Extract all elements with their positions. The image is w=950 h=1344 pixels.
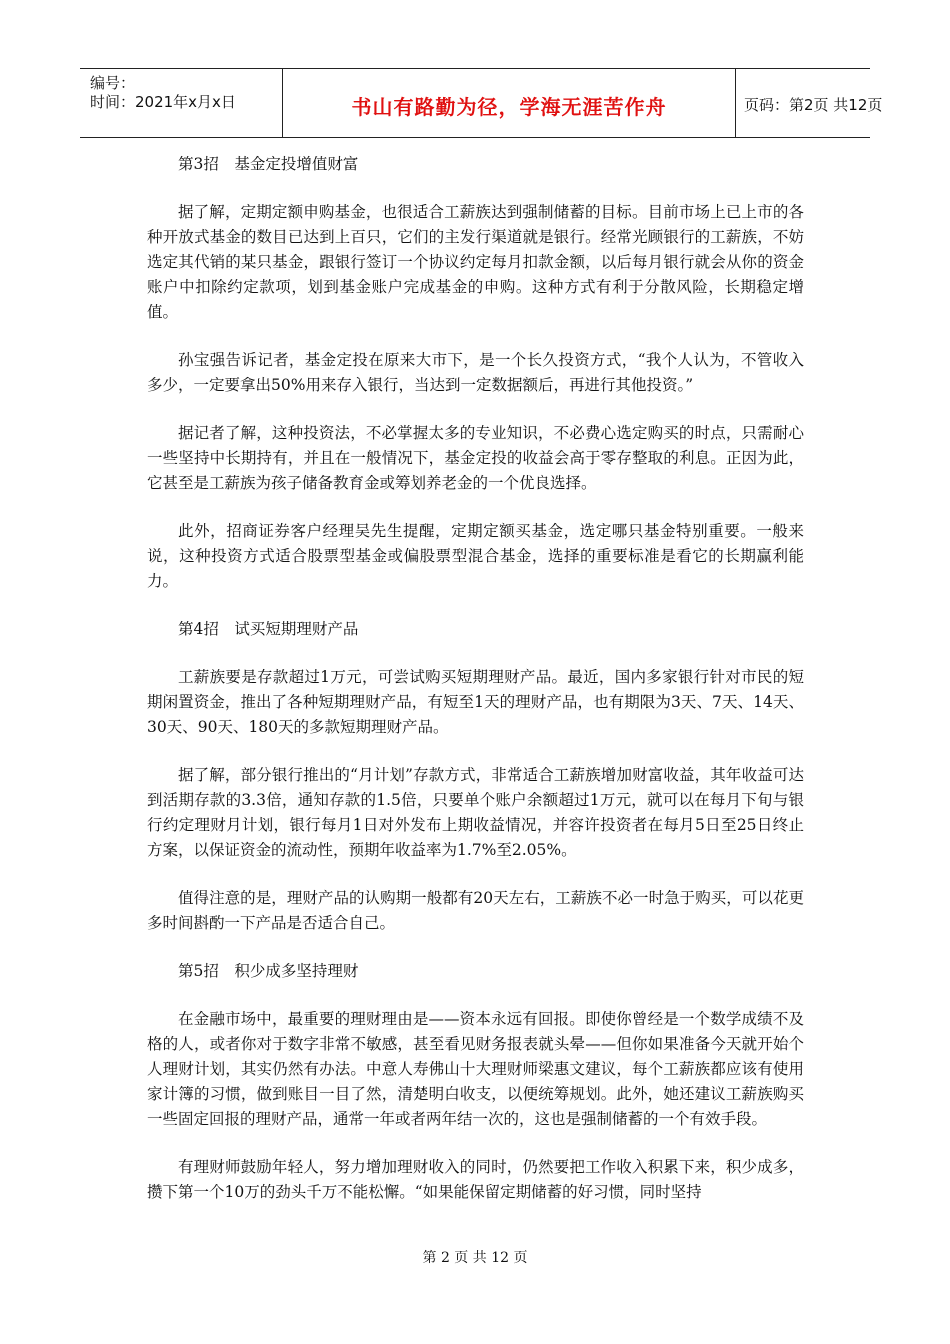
header-meta-cell xyxy=(80,69,282,137)
paragraph: 孙宝强告诉记者，基金定投在原来大市下，是一个长久投资方式，“我个人认为，不管收入多少，一定要拿出50%用来存入银行，当达到一定数据额后，再进行其他投资。” xyxy=(147,351,804,394)
page-footer: 第 2 页 共 12 页 xyxy=(422,1250,528,1266)
paragraph: 在金融市场中，最重要的理财理由是——资本永远有回报。即使你曾经是一个数学成绩不及格的人，或者你对于数字非常不敏感，甚至看见财务报表就头晕——但你如果准备今天就开始个人理财计划，其实仍然有办法。中意人寿佛山十大理财师梁惠文建议，每个工薪族都应该有使用家计簿的习惯，做到账目一目了然，清楚明白收支，以便统筹规划。此外，她还建议工薪族购买一些固定回报的理财产品，通常一年或者两年结一次的，这也是强制储蓄的一个有效手段。 xyxy=(147,1010,804,1128)
header-page-info: 页码：第2页 共12页 xyxy=(744,96,883,114)
section-heading-5: 第5招 积少成多坚持理财 xyxy=(178,962,359,980)
paragraph: 据了解，定期定额申购基金，也很适合工薪族达到强制储蓄的目标。目前市场上已上市的各种开放式基金的数目已达到上百只，它们的主发行渠道就是银行。经常光顾银行的工薪族，不妨选定其代销的某只基金，跟银行签订一个协议约定每月扣款金额，以后每月银行就会从你的资金账户中扣除约定款项，划到基金账户完成基金的申购。这种方式有利于分散风险，长期稳定增值。 xyxy=(147,203,804,321)
paragraph: 据记者了解，这种投资法，不必掌握太多的专业知识，不必费心选定购买的时点，只需耐心一些坚持中长期持有，并且在一般情况下，基金定投的收益会高于零存整取的利息。正因为此，它甚至是工薪族为孩子储备教育金或筹划养老金的一个优良选择。 xyxy=(147,424,804,492)
header-page-cell xyxy=(736,69,883,137)
paragraph: 据了解，部分银行推出的“月计划”存款方式，非常适合工薪族增加财富收益，其年收益可达到活期存款的3.3倍，通知存款的1.5倍，只要单个账户余额超过1万元，就可以在每月下旬与银行约定理财月计划，银行每月1日对外发布上期收益情况，并容许投资者在每月5日至25日终止方案，以保证资金的流动性，预期年收益率为1.7%至2.05%。 xyxy=(147,766,804,859)
paragraph: 有理财师鼓励年轻人，努力增加理财收入的同时，仍然要把工作收入积累下来，积少成多，攒下第一个10万的劲头千万不能松懈。“如果能保留定期储蓄的好习惯，同时坚持 xyxy=(147,1158,804,1201)
section-heading-4: 第4招 试买短期理财产品 xyxy=(178,620,359,638)
header-motto-cell xyxy=(282,69,736,137)
document-date-label: 时间：2021年x月x日 xyxy=(90,93,236,111)
paragraph: 此外，招商证券客户经理吴先生提醒，定期定额买基金，选定哪只基金特别重要。一般来说，这种投资方式适合股票型基金或偏股票型混合基金，选择的重要标准是看它的长期赢利能力。 xyxy=(147,522,804,590)
section-heading-3: 第3招 基金定投增值财富 xyxy=(178,155,359,173)
header-motto: 书山有路勤为径，学海无涯苦作舟 xyxy=(351,95,667,119)
header-table xyxy=(80,68,883,138)
paragraph: 工薪族要是存款超过1万元，可尝试购买短期理财产品。最近，国内多家银行针对市民的短期闲置资金，推出了各种短期理财产品，有短至1天的理财产品，也有期限为3天、7天、14天、30天、90天、180天的多款短期理财产品。 xyxy=(147,668,804,736)
document-number-label: 编号： xyxy=(90,74,136,92)
paragraph: 值得注意的是，理财产品的认购期一般都有20天左右，工薪族不必一时急于购买，可以花更多时间斟酌一下产品是否适合自己。 xyxy=(147,889,804,932)
document-body xyxy=(147,152,804,1205)
